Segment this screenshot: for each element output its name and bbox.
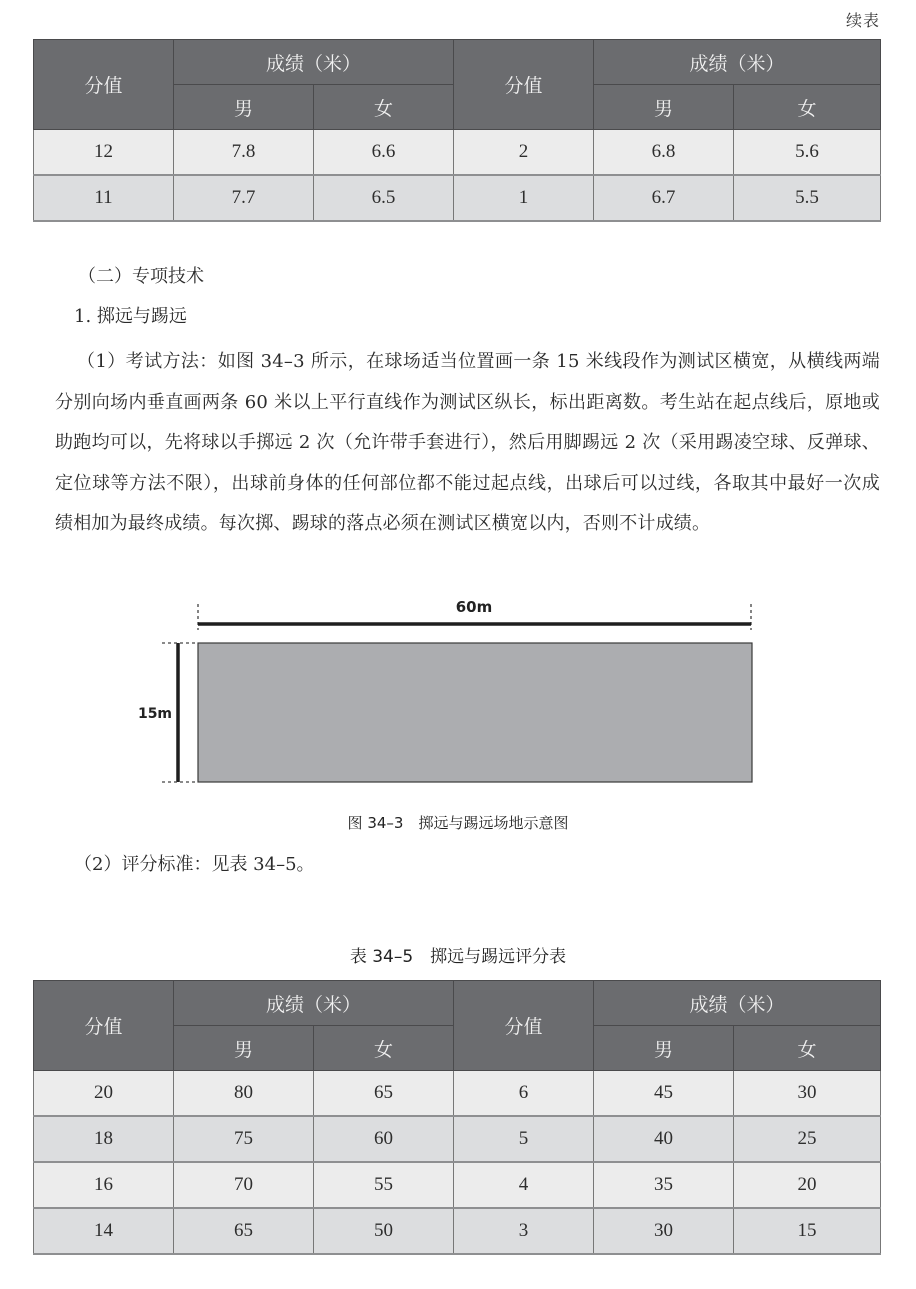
subsection-heading: 1. 掷远与踢远 — [74, 306, 187, 327]
header-result-right: 成绩（米） — [594, 40, 881, 85]
cell-female-right: 5.6 — [734, 130, 881, 176]
cell-male-left: 7.8 — [174, 130, 314, 176]
cell-score-right: 1 — [454, 175, 594, 221]
cell-male-left: 70 — [174, 1162, 314, 1208]
cell-male-left: 7.7 — [174, 175, 314, 221]
cell-male-left: 80 — [174, 1071, 314, 1117]
cell-score-right: 6 — [454, 1071, 594, 1117]
header-male-left: 男 — [174, 1026, 314, 1071]
header-male-right: 男 — [594, 85, 734, 130]
cell-score-left: 16 — [34, 1162, 174, 1208]
table-row — [34, 1116, 881, 1162]
header-score-left: 分值 — [34, 981, 174, 1071]
cell-male-right: 30 — [594, 1208, 734, 1254]
header-result-left: 成绩（米） — [174, 40, 454, 85]
cell-male-right: 45 — [594, 1071, 734, 1117]
cell-female-left: 6.5 — [314, 175, 454, 221]
cell-score-right: 5 — [454, 1116, 594, 1162]
cell-male-right: 35 — [594, 1162, 734, 1208]
cell-score-left: 12 — [34, 130, 174, 176]
header-result-right: 成绩（米） — [594, 981, 881, 1026]
figure-caption: 图 34–3 掷远与踢远场地示意图 — [347, 814, 569, 832]
cell-male-left: 75 — [174, 1116, 314, 1162]
cell-score-left: 14 — [34, 1208, 174, 1254]
header-score-right: 分值 — [454, 981, 594, 1071]
cell-score-left: 20 — [34, 1071, 174, 1117]
cell-female-left: 65 — [314, 1071, 454, 1117]
cell-female-left: 60 — [314, 1116, 454, 1162]
cell-score-left: 18 — [34, 1116, 174, 1162]
cell-female-right: 30 — [734, 1071, 881, 1117]
throw-kick-score-table — [33, 980, 881, 1255]
header-score-left: 分值 — [34, 40, 174, 130]
cell-female-left: 6.6 — [314, 130, 454, 176]
header-female-left: 女 — [314, 1026, 454, 1071]
table-row — [34, 130, 881, 176]
test-zone-field — [198, 643, 752, 782]
header-score-right: 分值 — [454, 40, 594, 130]
table-caption: 表 34–5 掷远与踢远评分表 — [349, 947, 567, 967]
cell-score-right: 2 — [454, 130, 594, 176]
section-heading: （二）专项技术 — [78, 266, 204, 287]
field-diagram — [130, 590, 770, 800]
cell-male-right: 40 — [594, 1116, 734, 1162]
table-row — [34, 1208, 881, 1254]
header-female-right: 女 — [734, 1026, 881, 1071]
cell-male-right: 6.7 — [594, 175, 734, 221]
header-male-right: 男 — [594, 1026, 734, 1071]
cell-female-right: 25 — [734, 1116, 881, 1162]
cell-score-right: 4 — [454, 1162, 594, 1208]
cell-male-right: 6.8 — [594, 130, 734, 176]
header-female-right: 女 — [734, 85, 881, 130]
continued-table-label: 续表 — [845, 11, 880, 30]
cell-male-left: 65 — [174, 1208, 314, 1254]
cell-female-right: 20 — [734, 1162, 881, 1208]
cell-female-right: 5.5 — [734, 175, 881, 221]
header-result-left: 成绩（米） — [174, 981, 454, 1026]
table-row — [34, 1162, 881, 1208]
test-method-paragraph: （1）考试方法：如图 34–3 所示，在球场适当位置画一条 15 米线段作为测试区横宽，从横线两端分别向场内垂直画两条 60 米以上平行直线作为测试区纵长，标出距离数。考生站在起点线后，原地或助跑均可以，先将球以手掷远 2 次（允许带手套进行），然后用脚踢远 2 次（采用踢凌空球、反弹球、定位球等方法不限），出球前身体的任何部位都不能过起点线，出球后可以过线，各取其中最好一次成绩相加为最终成绩。每次掷、踢球的落点必须在测试区横宽以内，否则不计成绩。 — [55, 351, 880, 534]
length-label: 60m — [455, 598, 493, 616]
table-row — [34, 1071, 881, 1117]
cell-female-left: 55 — [314, 1162, 454, 1208]
cell-female-right: 15 — [734, 1208, 881, 1254]
header-male-left: 男 — [174, 85, 314, 130]
cell-score-left: 11 — [34, 175, 174, 221]
cell-female-left: 50 — [314, 1208, 454, 1254]
header-female-left: 女 — [314, 85, 454, 130]
cell-score-right: 3 — [454, 1208, 594, 1254]
table-row — [34, 175, 881, 221]
scoring-standard-paragraph: （2）评分标准：见表 34–5。 — [74, 854, 315, 875]
width-label: 15m — [137, 706, 173, 722]
continued-score-table — [33, 39, 881, 222]
